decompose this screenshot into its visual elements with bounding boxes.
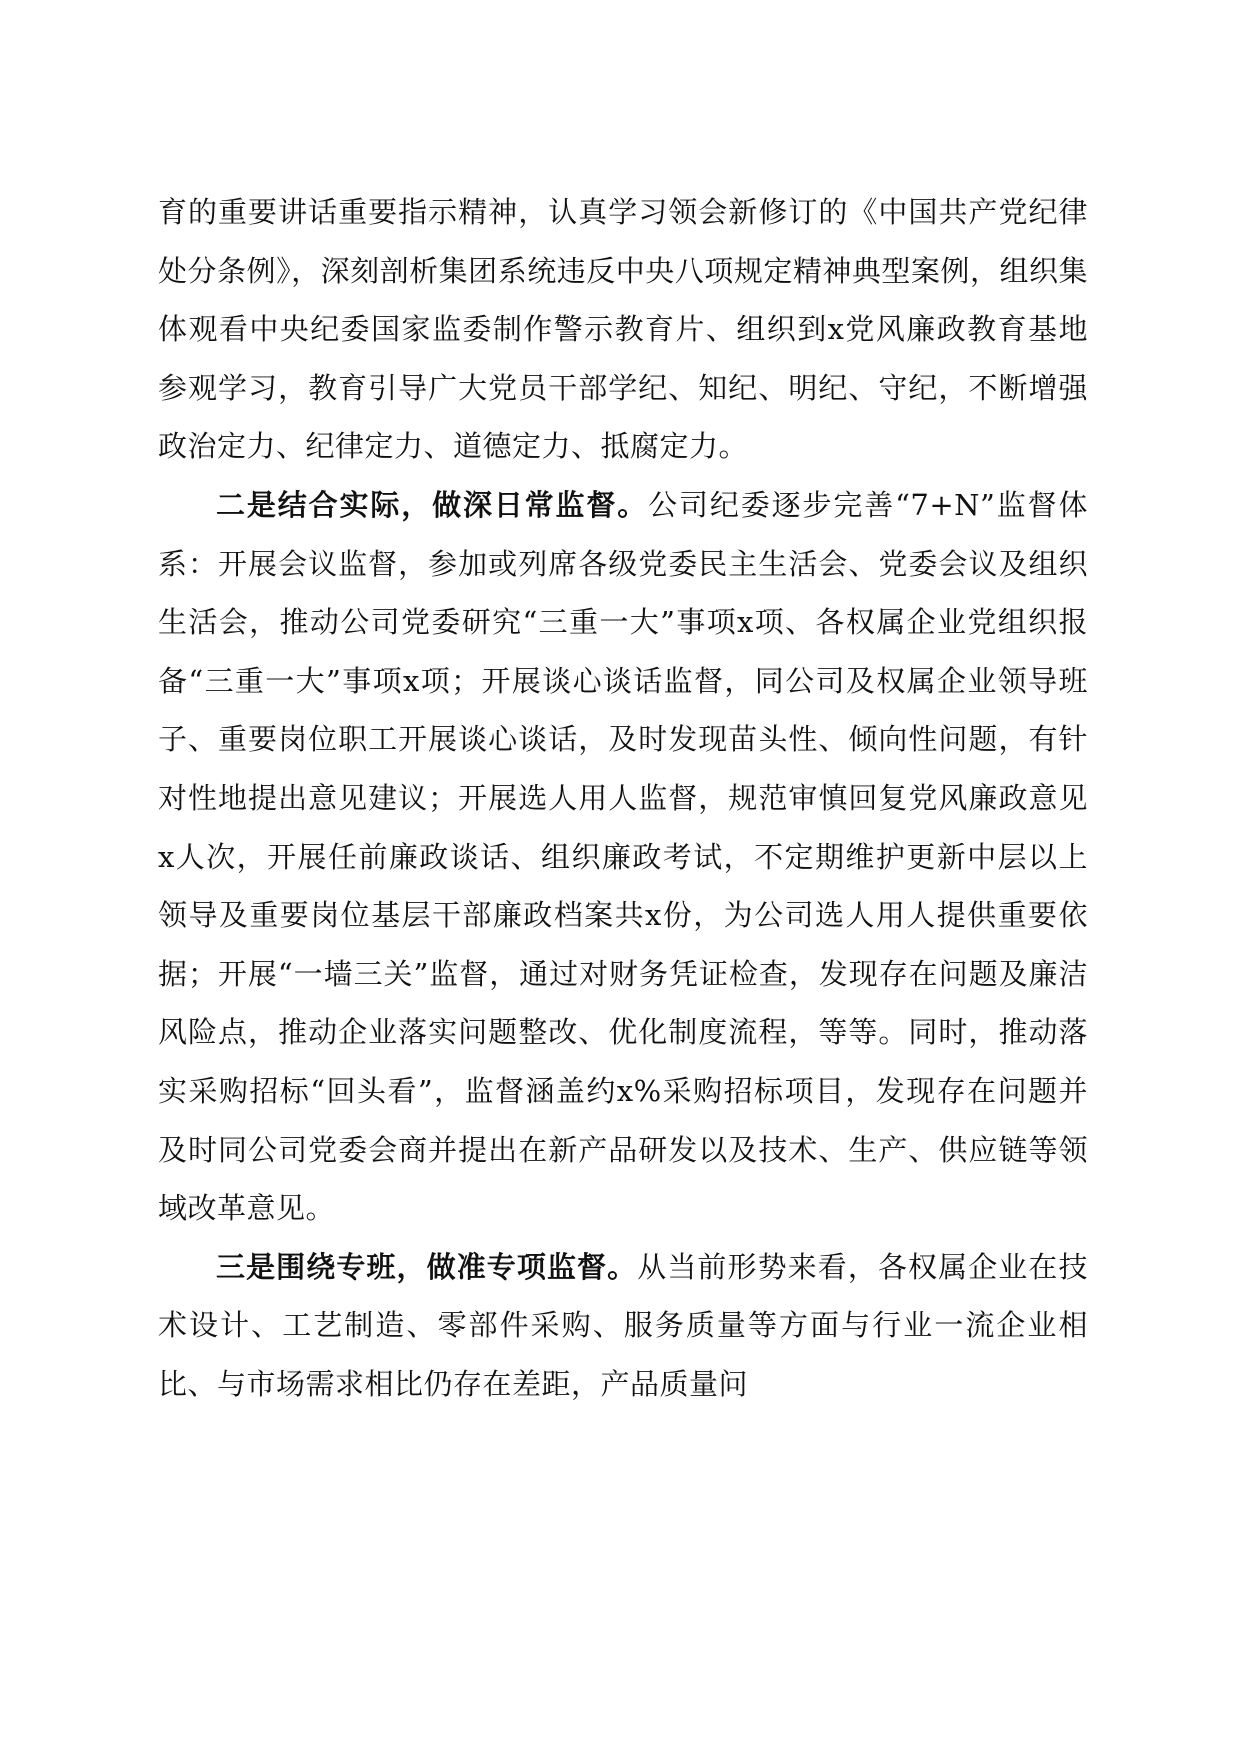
paragraph-continuation (158, 183, 1088, 476)
paragraph-text: 公司纪委逐步完善“7+N”监督体系：开展会议监督，参加或列席各级党委民主生活会、党委会议及组织生活会，推动公司党委研究“三重一大”事项x项、各权属企业党组织报备“三重一大”事项x项；开展谈心谈话监督，同公司及权属企业领导班子、重要岗位职工开展谈心谈话，及时发现苗头性、倾向性问题，有针对性地提出意见建议；开展选人用人监督，规范审慎回复党风廉政意见x人次，开展任前廉政谈话、组织廉政考试，不定期维护更新中层以上领导及重要岗位基层干部廉政档案共x份，为公司选人用人提供重要依据；开展“一墙三关”监督，通过对财务凭证检查，发现存在问题及廉洁风险点，推动企业落实问题整改、优化制度流程，等等。同时，推动落实采购招标“回头看”，监督涵盖约x%采购招标项目，发现存在问题并及时同公司党委会商并提出在新产品研发以及技术、生产、供应链等领域改革意见。 (158, 487, 1088, 1226)
paragraph-lead: 三是围绕专班，做准专项监督。 (216, 1249, 638, 1284)
document-body (158, 183, 1088, 1413)
paragraph-daily-supervision (158, 476, 1088, 1238)
paragraph-lead: 二是结合实际，做深日常监督。 (216, 487, 649, 522)
paragraph-text: 从当前形势来看，各权属企业在技术设计、工艺制造、零部件采购、服务质量等方面与行业一流企业相比、与市场需求相比仍存在差距，产品质量问 (158, 1249, 1088, 1401)
paragraph-text: 育的重要讲话重要指示精神，认真学习领会新修订的《中国共产党纪律处分条例》，深刻剖析集团系统违反中央八项规定精神典型案例，组织集体观看中央纪委国家监委制作警示教育片、组织到x党风廉政教育基地参观学习，教育引导广大党员干部学纪、知纪、明纪、守纪，不断增强政治定力、纪律定力、道德定力、抵腐定力。 (158, 195, 1088, 464)
paragraph-special-supervision (158, 1238, 1088, 1414)
